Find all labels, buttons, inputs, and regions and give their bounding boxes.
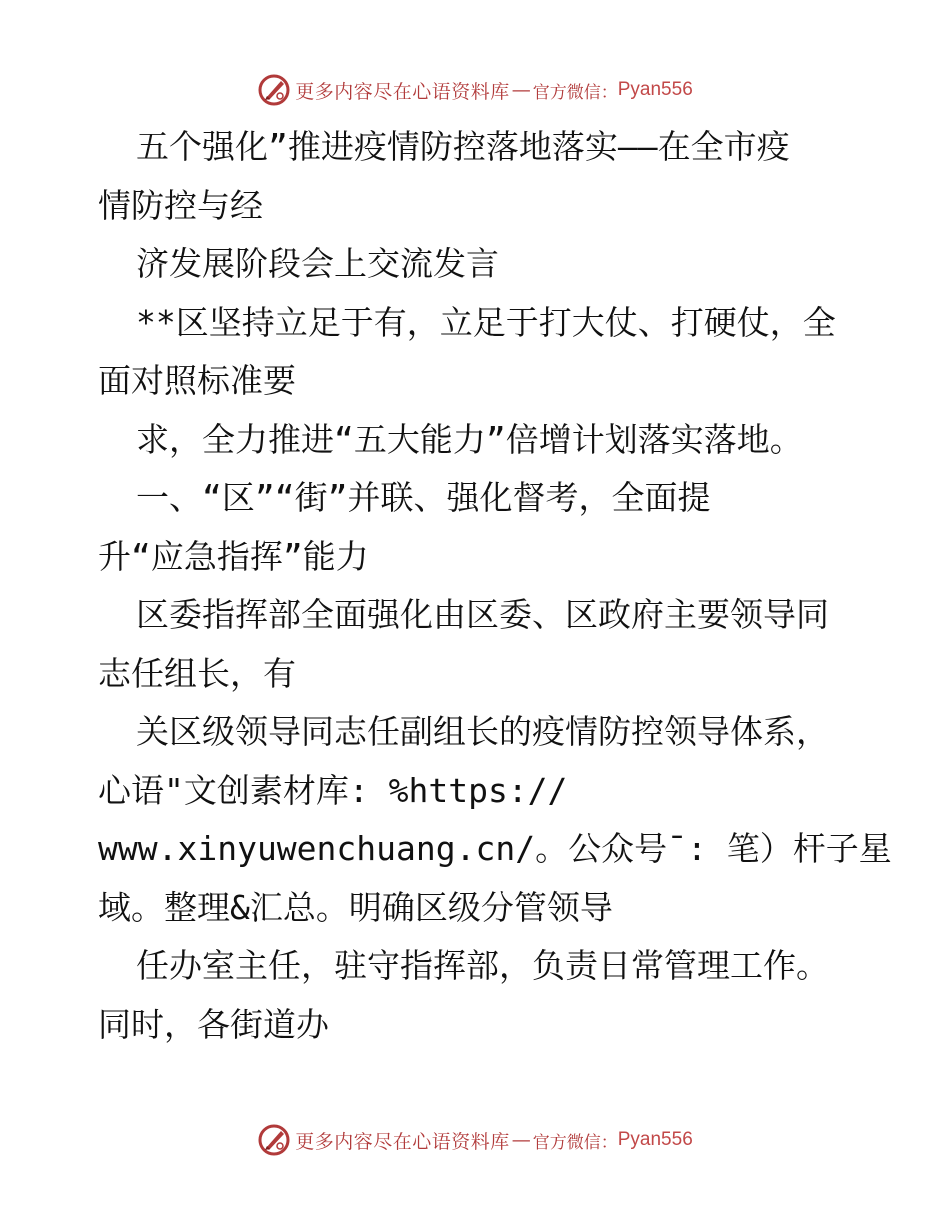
- banner-text: 更多内容尽在心语资料库: [295, 80, 510, 103]
- document-line: 情防控与经: [98, 185, 263, 225]
- document-line: 心语"文创素材库: %https://: [98, 770, 568, 810]
- document-line: 任办室主任，驻守指挥部，负责日常管理工作。: [136, 946, 829, 985]
- document-line: www.xinyuwenchuang.cn/。公众号¯: 笔）杆子星: [98, 829, 892, 868]
- banner-wechat-label: 官方微信：: [532, 1132, 618, 1153]
- document-line: 济发展阶段会上交流发言: [136, 244, 499, 283]
- document-line: 求，全力推进“五大能力”倍增计划落实落地。: [136, 419, 803, 459]
- banner-text: 更多内容尽在心语资料库: [295, 1130, 510, 1153]
- red-quill-logo-icon: [257, 73, 291, 107]
- red-quill-logo-icon: [257, 1123, 291, 1157]
- banner-wechat-label: 官方微信：: [532, 82, 618, 103]
- document-line: 域。整理&汇总。明确区级分管领导: [98, 887, 613, 927]
- banner-wechat-id: Pyan556: [617, 79, 693, 100]
- banner-separator: —: [511, 1129, 531, 1151]
- document-line: 关区级领导同志任副组长的疫情防控领导体系，: [136, 712, 829, 751]
- document-line: 同时，各街道办: [98, 1004, 329, 1044]
- banner-wechat-id: Pyan556: [617, 1129, 693, 1150]
- document-line: 五个强化”推进疫情防控落地落实——在全市疫: [136, 127, 790, 166]
- document-line: 面对照标准要: [98, 361, 296, 400]
- footer-banner: [0, 1120, 950, 1160]
- document-line: 升“应急指挥”能力: [98, 536, 369, 576]
- document-body: [98, 118, 892, 1054]
- header-banner: [0, 70, 950, 110]
- document-line: 志任组长，有: [98, 653, 296, 693]
- document-line: 一、“区”“街”并联、强化督考，全面提: [136, 478, 711, 517]
- banner-separator: —: [511, 79, 531, 101]
- document-line: **区坚持立足于有，立足于打大仗、打硬仗，全: [136, 302, 836, 342]
- document-line: 区委指挥部全面强化由区委、区政府主要领导同: [136, 595, 829, 634]
